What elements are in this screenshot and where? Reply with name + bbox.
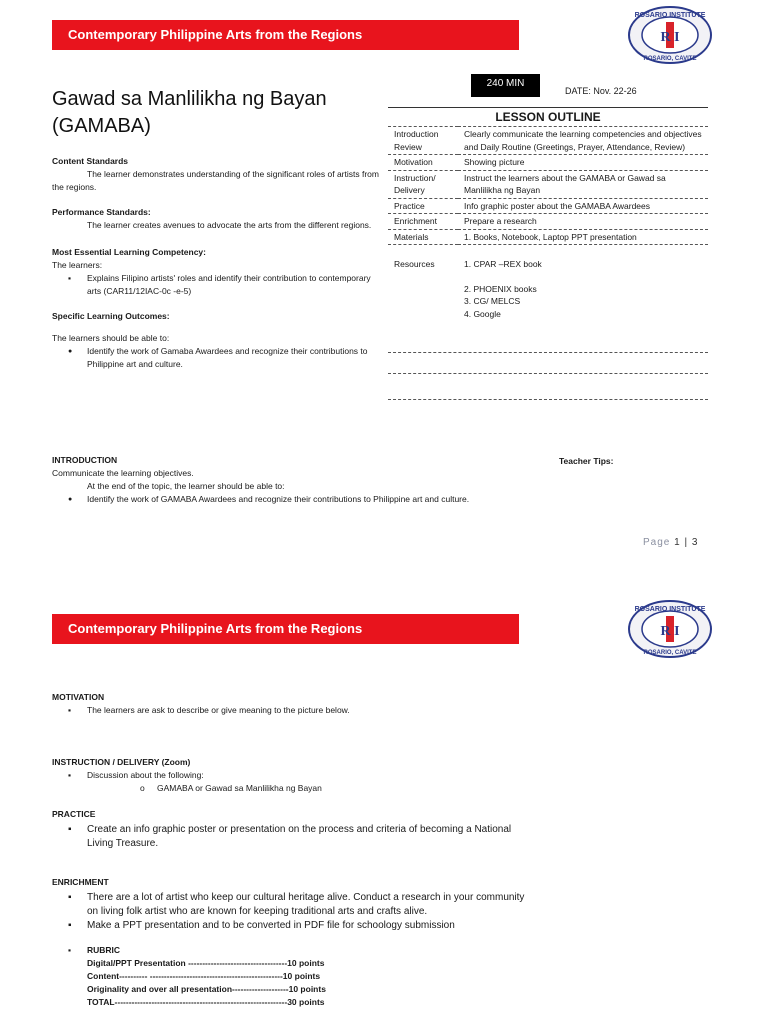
- circle-bullet-icon: o: [140, 783, 145, 793]
- outline-row: [388, 229, 708, 245]
- divider: [388, 399, 708, 400]
- instruction-section: [52, 756, 552, 795]
- rubric-list: [52, 957, 552, 1009]
- outline-key: Enrichment: [388, 214, 458, 230]
- duration-badge: 240 MIN: [471, 74, 540, 97]
- outline-resources: [458, 245, 708, 322]
- outline-row: [388, 127, 708, 155]
- rubric-row: Content---------- -----------------------------------------------10 points: [87, 971, 321, 981]
- outline-row: [388, 155, 708, 171]
- outline-key: Introduction Review: [388, 127, 458, 155]
- resource-item: 3. CG/ MELCS: [464, 296, 521, 306]
- melc-learners: The learners:: [52, 260, 103, 270]
- page-title: [52, 86, 382, 140]
- logo-bottom-text: ROSARIO, CAVITE: [643, 650, 697, 656]
- outline-key: Practice: [388, 198, 458, 214]
- outline-row: [388, 198, 708, 214]
- rubric-section: [52, 944, 552, 1009]
- title-line-2: (GAMABA): [52, 115, 151, 137]
- practice-heading: PRACTICE: [52, 809, 96, 819]
- divider: [388, 352, 708, 353]
- outline-row: [388, 214, 708, 230]
- performance-standards-heading: Performance Standards:: [52, 207, 151, 217]
- content-standards-text: The learner demonstrates understanding of the significant roles of artists from the regions.: [52, 169, 379, 192]
- outline-value: Instruct the learners about the GAMABA or Gawad sa Manlilikha ng Bayan: [458, 170, 708, 198]
- logo-top-text: ROSARIO INSTITUTE: [634, 12, 706, 19]
- header-banner-2: Contemporary Philippine Arts from the Regions: [52, 614, 519, 644]
- introduction-line-2: At the end of the topic, the learner should be able to:: [87, 481, 285, 491]
- outline-value: Prepare a research: [458, 214, 708, 230]
- instruction-item: ▪ Discussion about the following:: [52, 769, 552, 782]
- enrichment-item: ▪ Make a PPT presentation and to be converted in PDF file for schoology submission: [52, 919, 527, 933]
- instruction-sub-item: [52, 782, 552, 795]
- logo-top-text: ROSARIO INSTITUTE: [634, 606, 706, 613]
- rubric-row: Originality and over all presentation--------------------10 points: [87, 984, 326, 994]
- logo-letters: R I: [660, 624, 680, 639]
- lesson-date: DATE: Nov. 22-26: [565, 86, 637, 96]
- instruction-heading: INSTRUCTION / DELIVERY (Zoom): [52, 757, 191, 767]
- logo-bottom-text: ROSARIO, CAVITE: [643, 56, 697, 62]
- introduction-heading: INTRODUCTION: [52, 455, 118, 465]
- slo-intro: The learners should be able to:: [52, 333, 170, 343]
- outline-key: Materials: [388, 229, 458, 245]
- page-number: [643, 537, 698, 548]
- resource-item: 1. CPAR –REX book: [464, 259, 542, 269]
- rubric-row: TOTAL-------------------------------------------------------------30 points: [87, 997, 325, 1007]
- practice-section: [52, 808, 552, 851]
- rubric-heading: ▪ RUBRIC: [52, 944, 552, 957]
- rubric-row: Digital/PPT Presentation -----------------------------------10 points: [87, 958, 325, 968]
- resource-item: 2. PHOENIX books: [464, 283, 537, 294]
- lesson-outline-title: LESSON OUTLINE: [388, 107, 708, 124]
- introduction-line-1: Communicate the learning objectives.: [52, 468, 194, 478]
- title-line-1: Gawad sa Manlilikha ng Bayan: [52, 88, 327, 110]
- header-banner: Contemporary Philippine Arts from the Regions: [52, 20, 519, 50]
- divider: [388, 373, 708, 374]
- resource-item: 4. Google: [464, 308, 501, 319]
- outline-value: Clearly communicate the learning competencies and objectives and Daily Routine (Greetings, Prayer, Attendance, Review): [458, 127, 708, 155]
- motivation-item: ▪ The learners are ask to describe or give meaning to the picture below.: [52, 704, 552, 717]
- enrichment-heading: ENRICHMENT: [52, 877, 109, 887]
- outline-key: Instruction/ Delivery: [388, 170, 458, 198]
- outline-value: Info graphic poster about the GAMABA Awardees: [458, 198, 708, 214]
- outline-key: Motivation: [388, 155, 458, 171]
- outline-value: 1. Books, Notebook, Laptop PPT presentation: [458, 229, 708, 245]
- enrichment-section: [52, 876, 552, 933]
- practice-item: ▪ Create an info graphic poster or presentation on the process and criteria of becoming a National Living Treasure.: [52, 823, 527, 851]
- motivation-heading: MOTIVATION: [52, 692, 105, 702]
- outline-row: [388, 245, 708, 322]
- melc-item: ▪ Explains Filipino artists' roles and identify their contribution to contemporary arts (CAR11/12IAC-0c -e-5): [52, 272, 382, 298]
- page-number-value: 1 | 3: [674, 537, 699, 548]
- teacher-tips: Teacher Tips:: [559, 456, 614, 466]
- school-logo-icon: [628, 6, 712, 64]
- logo-letters: R I: [660, 30, 680, 45]
- introduction-section: [52, 454, 572, 506]
- outline-key: Resources: [388, 245, 458, 322]
- melc-heading: Most Essential Learning Competency:: [52, 247, 206, 257]
- lesson-outline-table: [388, 126, 708, 321]
- outline-row: [388, 170, 708, 198]
- introduction-item: ● Identify the work of GAMABA Awardees and recognize their contributions to Philippine art and culture.: [52, 493, 572, 506]
- page-label: Page: [643, 537, 671, 548]
- enrichment-item: ▪ There are a lot of artist who keep our cultural heritage alive. Conduct a research in your community on living folk artist who are known for keeping traditional arts and crafts alive.: [52, 891, 527, 919]
- slo-item: ● Identify the work of Gamaba Awardees and recognize their contributions to Philippine art and culture.: [52, 345, 382, 371]
- outline-value: Showing picture: [458, 155, 708, 171]
- school-logo-icon-2: [628, 600, 712, 658]
- motivation-section: [52, 691, 552, 717]
- performance-standards-text: The learner creates avenues to advocate the arts from the different regions.: [87, 220, 372, 230]
- content-standards-heading: Content Standards: [52, 156, 129, 166]
- slo-heading: Specific Learning Outcomes:: [52, 311, 170, 321]
- instruction-sub-text: GAMABA or Gawad sa Manlilikha ng Bayan: [157, 783, 322, 793]
- left-standards: [52, 155, 382, 371]
